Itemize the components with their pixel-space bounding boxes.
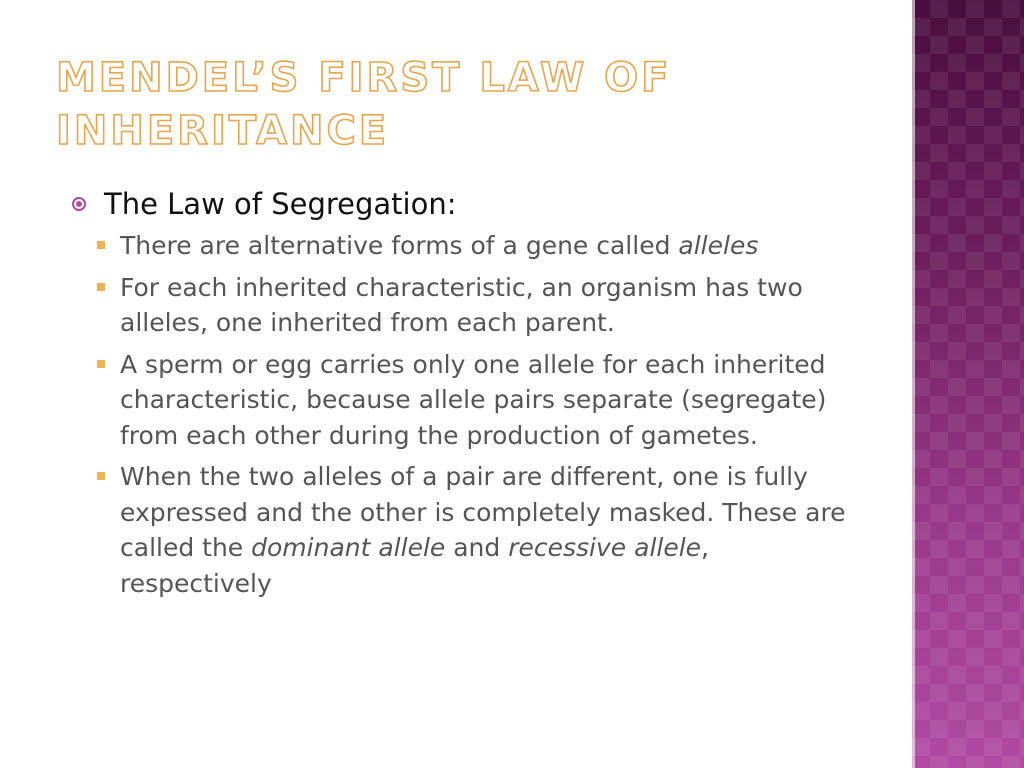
target-circle-icon [72, 197, 86, 211]
square-bullet-icon [97, 283, 105, 291]
bullet-text: There are alternative forms of a gene called [120, 231, 679, 260]
bullet-text-italic: alleles [678, 231, 759, 260]
bullet-text: For each inherited characteristic, an organism has two alleles, one inherited from each parent. [120, 272, 803, 337]
square-bullet-icon [97, 241, 105, 249]
decorative-side-band [912, 0, 1024, 768]
list-item [120, 270, 868, 341]
list-item [120, 228, 868, 264]
square-bullet-icon [97, 360, 105, 368]
list-item [120, 347, 868, 454]
bullet-text-italic: dominant allele [251, 533, 446, 562]
bullet-text: A sperm or egg carries only one allele for each inherited characteristic, because allele pairs separate (segregate) from each other during the production of gametes. [120, 349, 827, 450]
heading-text: The Law of Segregation: [104, 187, 457, 221]
bullet-text: and [445, 533, 509, 562]
list-item [120, 459, 868, 601]
square-bullet-icon [97, 472, 105, 480]
heading-bullet [88, 184, 868, 224]
slide-title: MENDEL’S FIRST LAW OF INHERITANCE [56, 55, 672, 154]
slide-content [88, 184, 868, 607]
sub-bullet-list [88, 228, 868, 601]
bullet-text: When the two alleles of a pair are different, one is fully expressed and the other is completely masked. These are called the [120, 462, 846, 562]
bullet-text-italic: recessive allele [508, 533, 702, 562]
bullet-text: , respectively [120, 533, 709, 598]
